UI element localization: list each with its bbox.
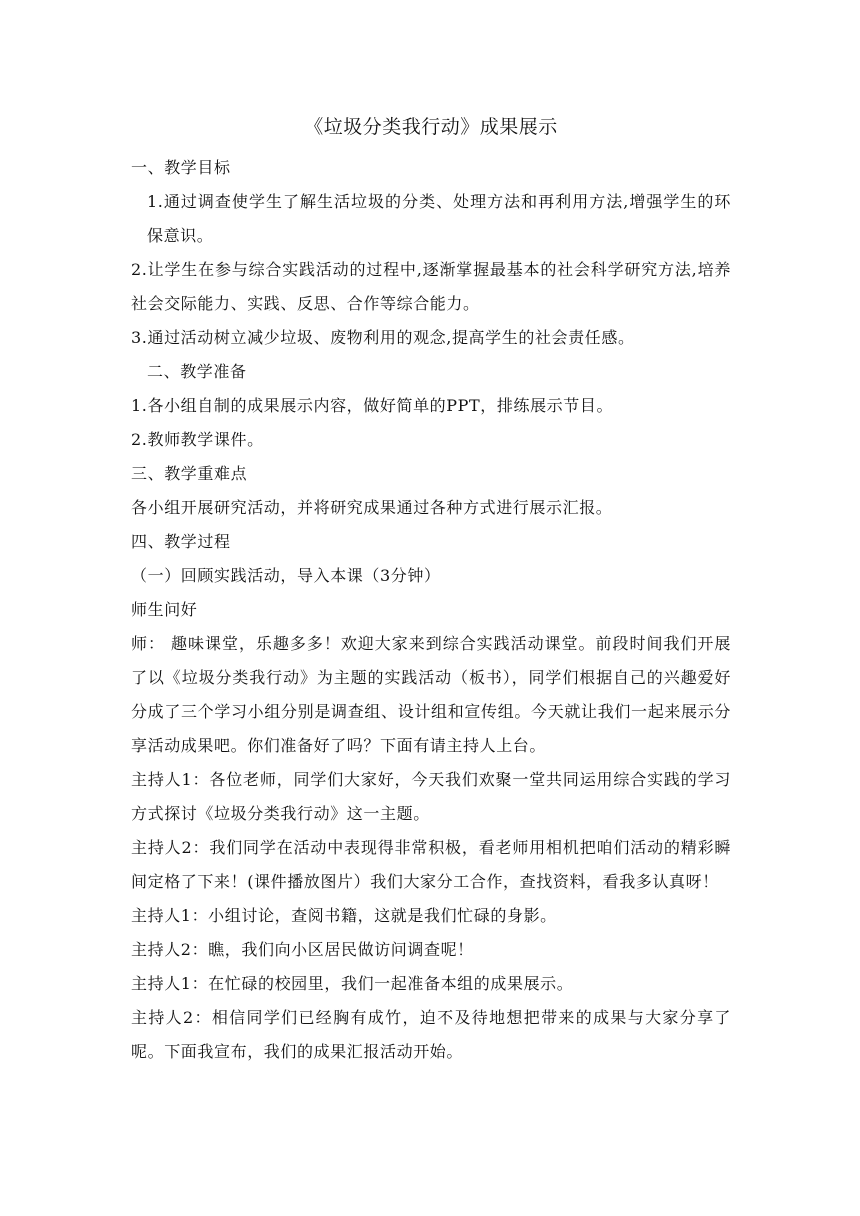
section-heading-key-points: 三、教学重难点 [131,464,248,483]
host2-speech-2: 主持人2：瞧，我们向小区居民做访问调查呢！ [131,940,474,959]
preparation-item-1: 1.各小组自制的成果展示内容，做好简单的PPT，排练展示节目。 [131,396,614,415]
host2-speech-3: 主持人2：相信同学们已经胸有成竹，迫不及待地想把带来的成果与大家分享了呢。下面我宣布，我们的成果汇报活动开始。 [131,1008,731,1061]
greeting-text: 师生问好 [131,600,198,619]
section-heading-preparation: 二、教学准备 [147,362,247,381]
host2-speech-1: 主持人2：我们同学在活动中表现得非常积极，看老师用相机把咱们活动的精彩瞬间定格了下来！(课件播放图片）我们大家分工合作，查找资料，看我多认真呀！ [131,838,731,891]
teacher-speech: 师： 趣味课堂，乐趣多多！欢迎大家来到综合实践活动课堂。前段时间我们开展了以《垃圾分类我行动》为主题的实践活动（板书），同学们根据自己的兴趣爱好分成了三个学习小组分别是调查组、设计组和宣传组。今天就让我们一起来展示分享活动成果吧。你们准备好了吗？下面有请主持人上台。 [131,634,731,755]
host1-speech-2: 主持人1：小组讨论，查阅书籍，这就是我们忙碌的身影。 [131,906,557,925]
document-body [131,113,731,1069]
preparation-item-2: 2.教师教学课件。 [131,430,264,449]
process-step-1-heading: （一）回顾实践活动，导入本课（3分钟） [131,566,441,585]
host1-speech-1: 主持人1：各位老师，同学们大家好，今天我们欢聚一堂共同运用综合实践的学习方式探讨《垃圾分类我行动》这一主题。 [131,770,731,823]
section-heading-process: 四、教学过程 [131,532,231,551]
host1-speech-3: 主持人1：在忙碌的校园里，我们一起准备本组的成果展示。 [131,974,574,993]
section-heading-objectives: 一、教学目标 [131,158,231,177]
document-title: 《垃圾分类我行动》成果展示 [304,116,558,138]
key-points-text: 各小组开展研究活动，并将研究成果通过各种方式进行展示汇报。 [131,498,613,517]
objective-item-2: 2.让学生在参与综合实践活动的过程中,逐渐掌握最基本的社会科学研究方法,培养社会交际能力、实践、反思、合作等综合能力。 [131,260,731,313]
objective-item-1: 1.通过调查使学生了解生活垃圾的分类、处理方法和再利用方法,增强学生的环保意识。 [147,192,731,245]
objective-item-3: 3.通过活动树立减少垃圾、废物利用的观念,提高学生的社会责任感。 [131,328,635,347]
